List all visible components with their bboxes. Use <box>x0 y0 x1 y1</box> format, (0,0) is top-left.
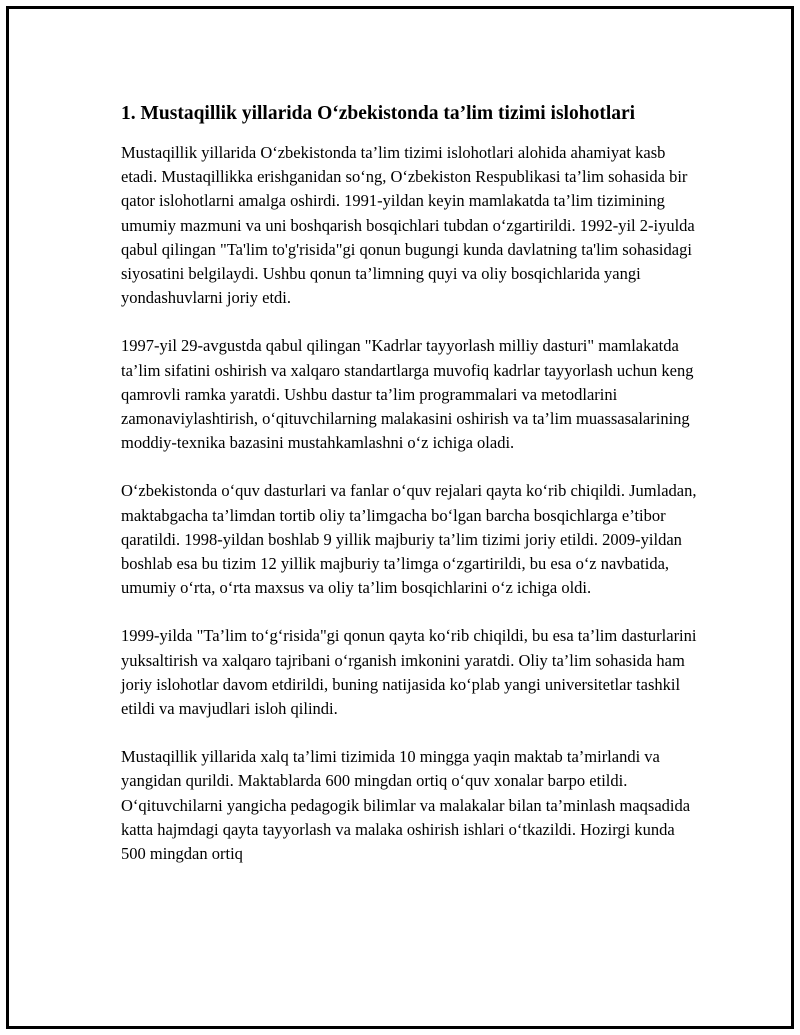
paragraph-5: Mustaqillik yillarida xalq ta’limi tizimida 10 mingga yaqin maktab ta’mirlandi va yangidan qurildi. Maktablarda 600 mingdan ortiq o‘quv xonalar barpo etildi. O‘qituvchilarni yangicha pedagogik bilimlar va malakalar bilan ta’minlash maqsadida katta hajmdagi qayta tayyorlash va malaka oshirish ishlari o‘tkazildi. Hozirgi kunda 500 mingdan ortiq <box>121 747 691 864</box>
document-body <box>121 99 701 866</box>
document-title: 1. Mustaqillik yillarida O‘zbekistonda ta’lim tizimi islohotlari <box>121 103 636 124</box>
paragraph-4: 1999-yilda "Ta’lim to‘g‘risida"gi qonun qayta ko‘rib chiqildi, bu esa ta’lim dasturlarini yuksaltirish va xalqaro tajribani o‘rganish imkonini yaratdi. Oliy ta’lim sohasida ham joriy islohotlar davom etdirildi, buning natijasida ko‘plab yangi universitetlar tashkil etildi va mavjudlari isloh qilindi. <box>121 626 697 719</box>
paragraph-3: O‘zbekistonda o‘quv dasturlari va fanlar o‘quv rejalari qayta ko‘rib chiqildi. Jumladan, maktabgacha ta’limdan tortib oliy ta’limgacha bo‘lgan barcha bosqichlarga e’tibor qaratildi. 1998-yildan boshlab 9 yillik majburiy ta’lim tizimi joriy etildi. 2009-yildan boshlab esa bu tizim 12 yillik majburiy ta’limga o‘zgartirildi, bu esa o‘z navbatida, umumiy o‘rta, o‘rta maxsus va oliy ta’lim bosqichlarini o‘z ichiga oldi. <box>121 481 697 598</box>
paragraph-1: Mustaqillik yillarida O‘zbekistonda ta’lim tizimi islohotlari alohida ahamiyat kasb etadi. Mustaqillikka erishganidan so‘ng, O‘zbekiston Respublikasi ta’lim sohasida bir qator islohotlarni amalga oshirdi. 1991-yildan keyin mamlakatda ta’lim tizimining umumiy mazmuni va uni boshqarish bosqichlari tubdan o‘zgartirildi. 1992-yil 2-iyulda qabul qilingan "Ta'lim to'g'risida"gi qonun bugungi kunda davlatning ta'lim sohasidagi siyosatini belgilaydi. Ushbu qonun ta’limning quyi va oliy bosqichlarida yangi yondashuvlarni joriy etdi. <box>121 143 695 308</box>
page-frame <box>6 6 794 1029</box>
paragraph-2: 1997-yil 29-avgustda qabul qilingan "Kadrlar tayyorlash milliy dasturi" mamlakatda ta’lim sifatini oshirish va xalqaro standartlarga muvofiq kadrlar tayyorlash uchun keng qamrovli ramka yaratdi. Ushbu dastur ta’lim programmalari va metodlarini zamonaviylashtirish, o‘qituvchilarning malakasini oshirish va ta’lim muassasalarining moddiy-texnika bazasini mustahkamlashni o‘z ichiga oladi. <box>121 336 694 453</box>
